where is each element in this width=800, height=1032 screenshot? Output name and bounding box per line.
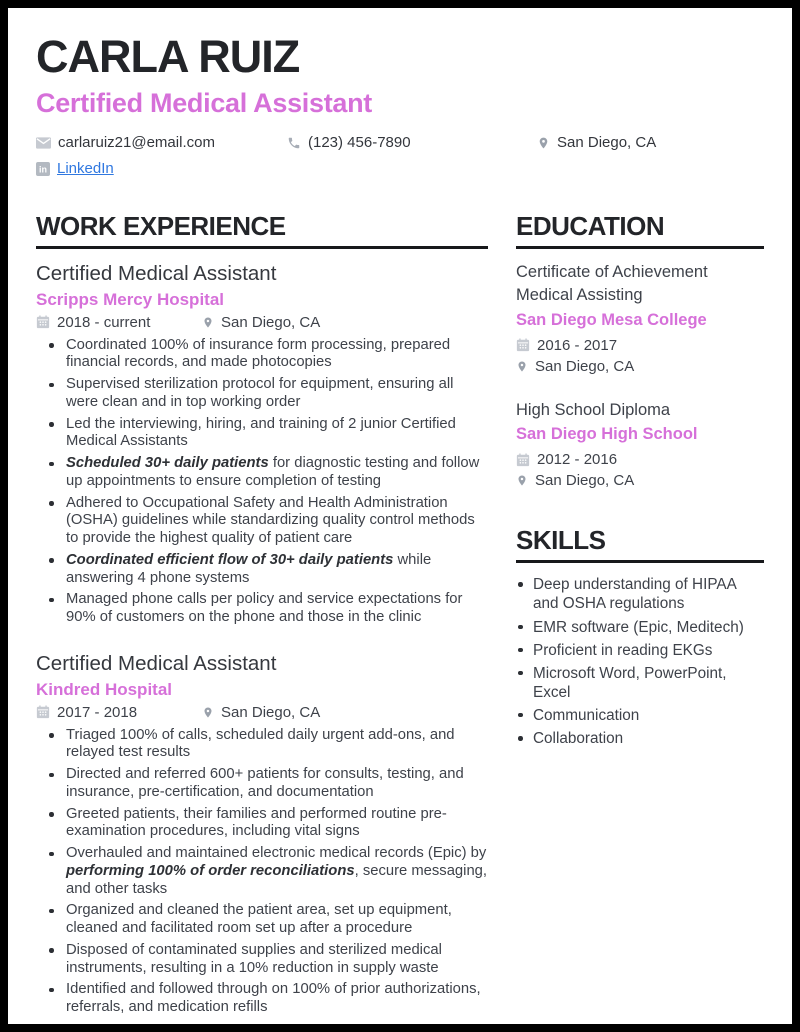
job-location [202, 314, 320, 331]
job-bullet: Adhered to Occupational Safety and Health Administration (OSHA) guidelines while standardizing quality control methods to provide the highest quality of patient care [36, 495, 488, 548]
phone-icon [287, 136, 301, 150]
calendar-icon [516, 338, 530, 352]
job-bullet: Coordinated 100% of insurance form processing, prepared financial records, and made photocopies [36, 337, 488, 373]
education-entry [516, 399, 764, 492]
job-meta [36, 704, 488, 721]
resume-header [36, 31, 764, 177]
job-entry [36, 261, 488, 627]
education-meta [516, 335, 764, 377]
work-experience-heading: WORK EXPERIENCE [36, 211, 488, 249]
linkedin-link[interactable]: LinkedIn [57, 160, 114, 177]
job-bullet: Led the interviewing, hiring, and training of 2 junior Certified Medical Assistants [36, 416, 488, 452]
education-location-text: San Diego, CA [535, 472, 635, 490]
education-section [516, 211, 764, 491]
job-bullet: Disposed of contaminated supplies and sterilized medical instruments, resulting in a 10% reduction in supply waste [36, 942, 488, 978]
job-dates-text: 2018 - current [57, 313, 151, 331]
skill-item: Communication [516, 706, 764, 725]
education-degree: High School Diploma [516, 400, 671, 419]
job-title: Certified Medical Assistant [36, 651, 277, 675]
job-bullets [36, 337, 488, 627]
education-degree: Certificate of Achievement Medical Assisting [516, 263, 708, 304]
contact-location [537, 134, 764, 151]
job-bullet: Overhauled and maintained electronic medical records (Epic) by performing 100% of order reconciliations, secure messaging, and other tasks [36, 845, 488, 898]
education-meta [516, 449, 764, 491]
skill-item: Microsoft Word, PowerPoint, Excel [516, 664, 764, 702]
education-heading: EDUCATION [516, 211, 764, 249]
job-location-text: San Diego, CA [221, 313, 321, 331]
education-list [516, 261, 764, 491]
contact-phone [287, 134, 537, 151]
job-bullet: Greeted patients, their families and performed routine pre-examination procedures, including vital signs [36, 806, 488, 842]
job-bullet: Scheduled 30+ daily patients for diagnostic testing and follow up appointments to ensure completion of testing [36, 455, 488, 491]
job-bullet: Coordinated efficient flow of 30+ daily patients while answering 4 phone systems [36, 552, 488, 588]
candidate-name: CARLA RUIZ [36, 31, 300, 82]
education-school: San Diego Mesa College [516, 310, 707, 329]
pin-icon [202, 315, 214, 330]
education-location [516, 470, 764, 491]
contact-phone-text: (123) 456-7890 [308, 134, 411, 151]
pin-icon [516, 473, 528, 488]
job-company: Scripps Mercy Hospital [36, 289, 225, 309]
skills-heading: SKILLS [516, 525, 764, 563]
calendar-icon [36, 705, 50, 719]
job-bullets [36, 727, 488, 1017]
pin-icon [537, 135, 550, 151]
skill-item: Collaboration [516, 729, 764, 748]
envelope-icon [36, 137, 51, 149]
skill-item: Deep understanding of HIPAA and OSHA regulations [516, 575, 764, 613]
job-title: Certified Medical Assistant [36, 262, 277, 285]
job-location-text: San Diego, CA [221, 703, 321, 721]
pin-icon [516, 359, 528, 374]
job-entry [36, 651, 488, 1017]
contact-email-text: carlaruiz21@email.com [58, 134, 215, 151]
education-school: San Diego High School [516, 425, 698, 444]
contact-linkedin [36, 160, 287, 177]
right-column [516, 211, 764, 1021]
job-dates [36, 704, 202, 721]
resume-body [36, 211, 764, 1021]
skill-item: EMR software (Epic, Meditech) [516, 618, 764, 637]
candidate-headline: Certified Medical Assistant [36, 88, 372, 118]
job-meta [36, 314, 488, 331]
pin-icon [202, 705, 214, 720]
job-bullet: Identified and followed through on 100% of prior authorizations, referrals, and medication refills [36, 981, 488, 1017]
calendar-icon [36, 315, 50, 329]
work-experience-section [36, 211, 488, 1021]
job-company: Kindred Hospital [36, 679, 173, 699]
svg-text:in: in [39, 164, 47, 174]
job-bullet: Triaged 100% of calls, scheduled daily urgent add-ons, and relayed test results [36, 727, 488, 763]
jobs-list [36, 261, 488, 1017]
contact-info [36, 134, 764, 177]
calendar-icon [516, 453, 530, 467]
education-dates [516, 335, 764, 356]
job-bullet: Supervised sterilization protocol for equipment, ensuring all were clean and in top working order [36, 376, 488, 412]
job-bullet: Directed and referred 600+ patients for consults, testing, and insurance, pre-certification, and documentation [36, 766, 488, 802]
contact-location-text: San Diego, CA [557, 134, 657, 151]
skill-item: Proficient in reading EKGs [516, 641, 764, 660]
education-dates-text: 2016 - 2017 [537, 336, 618, 354]
linkedin-icon [36, 162, 50, 176]
education-dates [516, 449, 764, 470]
skills-section [516, 525, 764, 748]
skills-list [516, 575, 764, 748]
education-entry [516, 261, 764, 377]
job-dates-text: 2017 - 2018 [57, 703, 138, 721]
job-dates [36, 314, 202, 331]
contact-email [36, 134, 287, 151]
education-location [516, 356, 764, 377]
job-bullet: Organized and cleaned the patient area, set up equipment, cleaned and facilitated room set up after a procedure [36, 902, 488, 938]
education-location-text: San Diego, CA [535, 357, 635, 375]
job-bullet: Managed phone calls per policy and service expectations for 90% of customers on the phone and those in the clinic [36, 591, 488, 627]
job-location [202, 704, 320, 721]
education-dates-text: 2012 - 2016 [537, 451, 618, 469]
